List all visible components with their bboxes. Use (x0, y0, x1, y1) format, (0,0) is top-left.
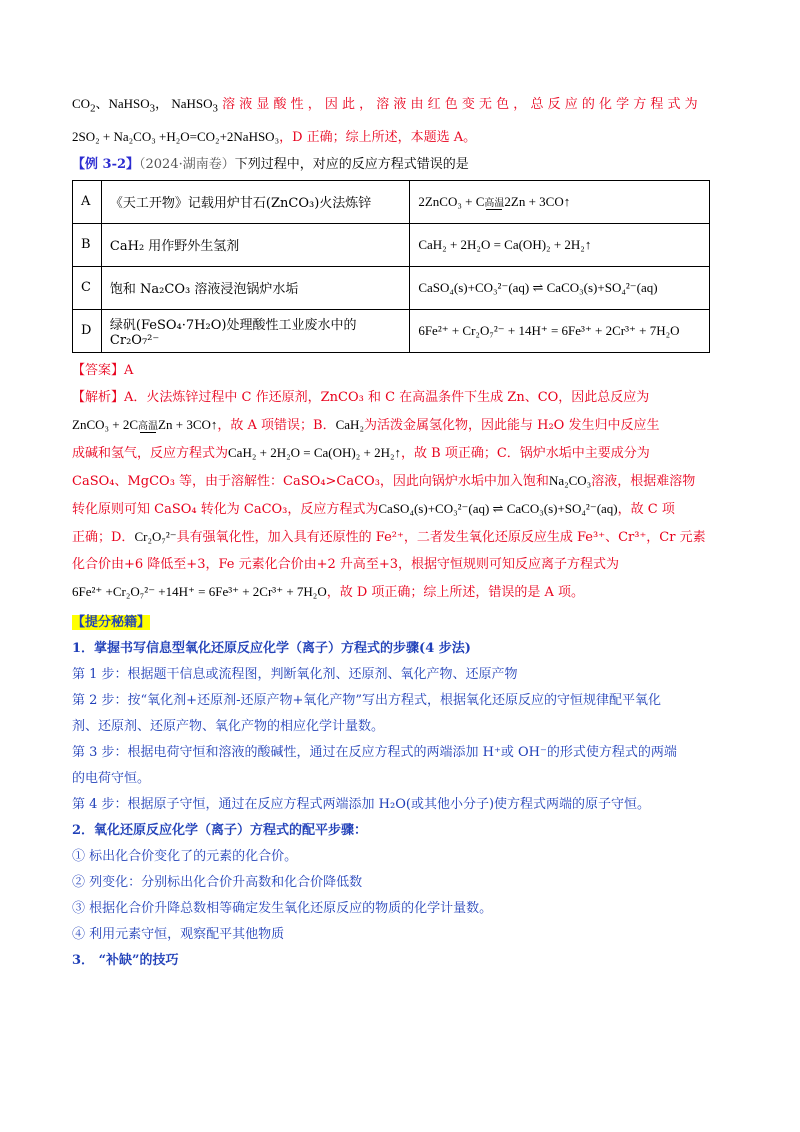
tips-heading-1: 1．掌握书写信息型氧化还原反应化学（离子）方程式的步骤(4 步法) (72, 640, 471, 656)
tips-title-line (72, 610, 732, 636)
reaction-condition: 高温 (484, 197, 505, 209)
formula-cr2o7: Cr₂O₇²⁻ (134, 528, 177, 544)
analysis-line-1: 【解析】A．火法炼锌过程中 C 作还原剂，ZnCO₃ 和 C 在高温条件下生成 Zn、CO，因此总反应为 (72, 389, 650, 405)
analysis-line-4: CaSO₄、MgCO₃ 等，由于溶解性：CaSO₄>CaCO₃，因此向锅炉水垢中加入饱和Na₂CO₃溶液，根据难溶物 (72, 472, 696, 489)
tips-step-3b: 的电荷守恒。 (72, 770, 151, 786)
intro-text-2: ，D 正确；综上所述，本题选 A。 (279, 129, 477, 145)
analysis-line-2: ZnCO₃ + 2C 高温 Zn + 3CO↑，故 A 项错误；B．CaH₂为活泼金属氢化物，因此能与 H₂O 发生归中反应生 (72, 416, 660, 433)
options-table (72, 180, 710, 353)
answer-line (72, 357, 732, 384)
intro-line-2 (72, 123, 732, 151)
option-letter: D (73, 309, 102, 352)
intro-equation: 2SO₂ + Na₂CO₃ +H₂O=CO₂+2NaHSO₃ (72, 128, 280, 144)
option-desc: CaH₂ 用作野外生氢剂 (101, 223, 409, 266)
example-question: 下列过程中，对应的反应方程式错误的是 (234, 156, 469, 172)
example-label: 【例 3-2】 (72, 156, 140, 172)
analysis-equation-d: 6Fe²⁺ +Cr₂O₇²⁻ +14H⁺ = 6Fe³⁺ + 2Cr³⁺ + 7H₂O (72, 583, 327, 599)
option-equation: 2ZnCO₃ + C 高温 2Zn + 3CO↑ (410, 180, 710, 223)
analysis-line-6: 正确；D．Cr₂O₇²⁻具有强氧化性，加入具有还原性的 Fe²⁺，二者发生氧化还原反应生成 Fe³⁺、Cr³⁺，Cr 元素 (72, 528, 706, 545)
formula-na2co3: Na₂CO₃ (548, 472, 592, 488)
intro-line-1 (72, 90, 732, 123)
option-letter: C (73, 266, 102, 309)
tips-point-1: ① 标出化合价变化了的元素的化合价。 (72, 848, 298, 864)
table-row (73, 180, 710, 223)
tips-heading-3: 3． “补缺”的技巧 (72, 952, 179, 968)
answer-label: 【答案】A (72, 362, 134, 378)
analysis-equation-a: ZnCO₃ + 2C 高温 Zn + 3CO↑ (72, 416, 218, 432)
option-desc: 《天工开物》记载用炉甘石(ZnCO₃)火法炼锌 (101, 180, 409, 223)
analysis-line-8: 6Fe²⁺ +Cr₂O₇²⁻ +14H⁺ = 6Fe³⁺ + 2Cr³⁺ + 7H₂O，故 D 项正确；综上所述，错误的是 A 项。 (72, 583, 585, 600)
table-row (73, 223, 710, 266)
option-desc: 绿矾(FeSO₄·7H₂O)处理酸性工业废水中的 Cr₂O₇²⁻ (101, 309, 409, 352)
reaction-condition: 高温 (138, 420, 159, 432)
intro-formula-co2: $CO_2$、NaHSO$_3$， NaHSO$_3$ (72, 96, 218, 115)
tips-point-3: ③ 根据化合价升降总数相等确定发生氧化还原反应的物质的化学计量数。 (72, 900, 493, 916)
tips-step-2a: 第 2 步：按“氧化剂+还原剂-还原产物+氧化产物”写出方程式，根据氧化还原反应的守恒规律配平氧化 (72, 692, 662, 708)
table-row (73, 309, 710, 352)
option-equation: CaH₂ + 2H₂O = Ca(OH)₂ + 2H₂↑ (410, 223, 710, 266)
example-source: （2024·湖南卷） (139, 156, 235, 172)
document-page (72, 90, 732, 974)
example-heading (72, 151, 732, 178)
tips-heading-2: 2．氧化还原反应化学（离子）方程式的配平步骤： (72, 822, 368, 838)
intro-text-1: 溶 液 显 酸 性 ， 因 此 ， 溶 液 由 红 色 变 无 色 ， 总 反 应 的 化 学 方 程 式 为 (222, 97, 698, 112)
tips-step-2b: 剂、还原剂、还原产物、氧化产物的相应化学计量数。 (72, 718, 385, 734)
option-desc: 饱和 Na₂CO₃ 溶液浸泡锅炉水垢 (101, 266, 409, 309)
table-row (73, 266, 710, 309)
option-equation: CaSO₄(s)+CO₃²⁻(aq) ⇌ CaCO₃(s)+SO₄²⁻(aq) (410, 266, 710, 309)
tips-step-4: 第 4 步：根据原子守恒，通过在反应方程式两端添加 H₂O(或其他小分子)使方程式两端的原子守恒。 (72, 796, 651, 812)
tips-step-1: 第 1 步：根据题干信息或流程图，判断氧化剂、还原剂、氧化产物、还原产物 (72, 666, 518, 682)
tips-point-2: ② 列变化：分别标出化合价升高数和化合价降低数 (72, 874, 363, 890)
tips-point-4: ④ 利用元素守恒，观察配平其他物质 (72, 926, 285, 942)
formula-cah2: CaH₂ (335, 416, 364, 432)
tips-title: 【提分秘籍】 (72, 614, 151, 630)
tips-step-3a: 第 3 步：根据电荷守恒和溶液的酸碱性，通过在反应方程式的两端添加 H⁺或 OH⁻的形式使方程式的两端 (72, 744, 677, 760)
analysis-line-5: 转化原则可知 CaSO₄ 转化为 CaCO₃，反应方程式为CaSO₄(s)+CO₃²⁻(aq) ⇌ CaCO₃(s)+SO₄²⁻(aq)，故 C 项 (72, 500, 675, 517)
analysis-line-7: 化合价由+6 降低至+3，Fe 元素化合价由+2 升高至+3，根据守恒规则可知反应离子方程式为 (72, 556, 620, 572)
analysis-equation-c: CaSO₄(s)+CO₃²⁻(aq) ⇌ CaCO₃(s)+SO₄²⁻(aq) (378, 500, 618, 516)
option-letter: B (73, 223, 102, 266)
analysis-line-3: 成碱和氢气，反应方程式为CaH₂ + 2H₂O = Ca(OH)₂ + 2H₂↑，故 B 项正确；C．锅炉水垢中主要成分为 (72, 444, 650, 461)
option-equation: 6Fe²⁺ + Cr₂O₇²⁻ + 14H⁺ = 6Fe³⁺ + 2Cr³⁺ + 7H₂O (410, 309, 710, 352)
analysis-equation-b: CaH₂ + 2H₂O = Ca(OH)₂ + 2H₂↑ (228, 444, 402, 460)
option-letter: A (73, 180, 102, 223)
